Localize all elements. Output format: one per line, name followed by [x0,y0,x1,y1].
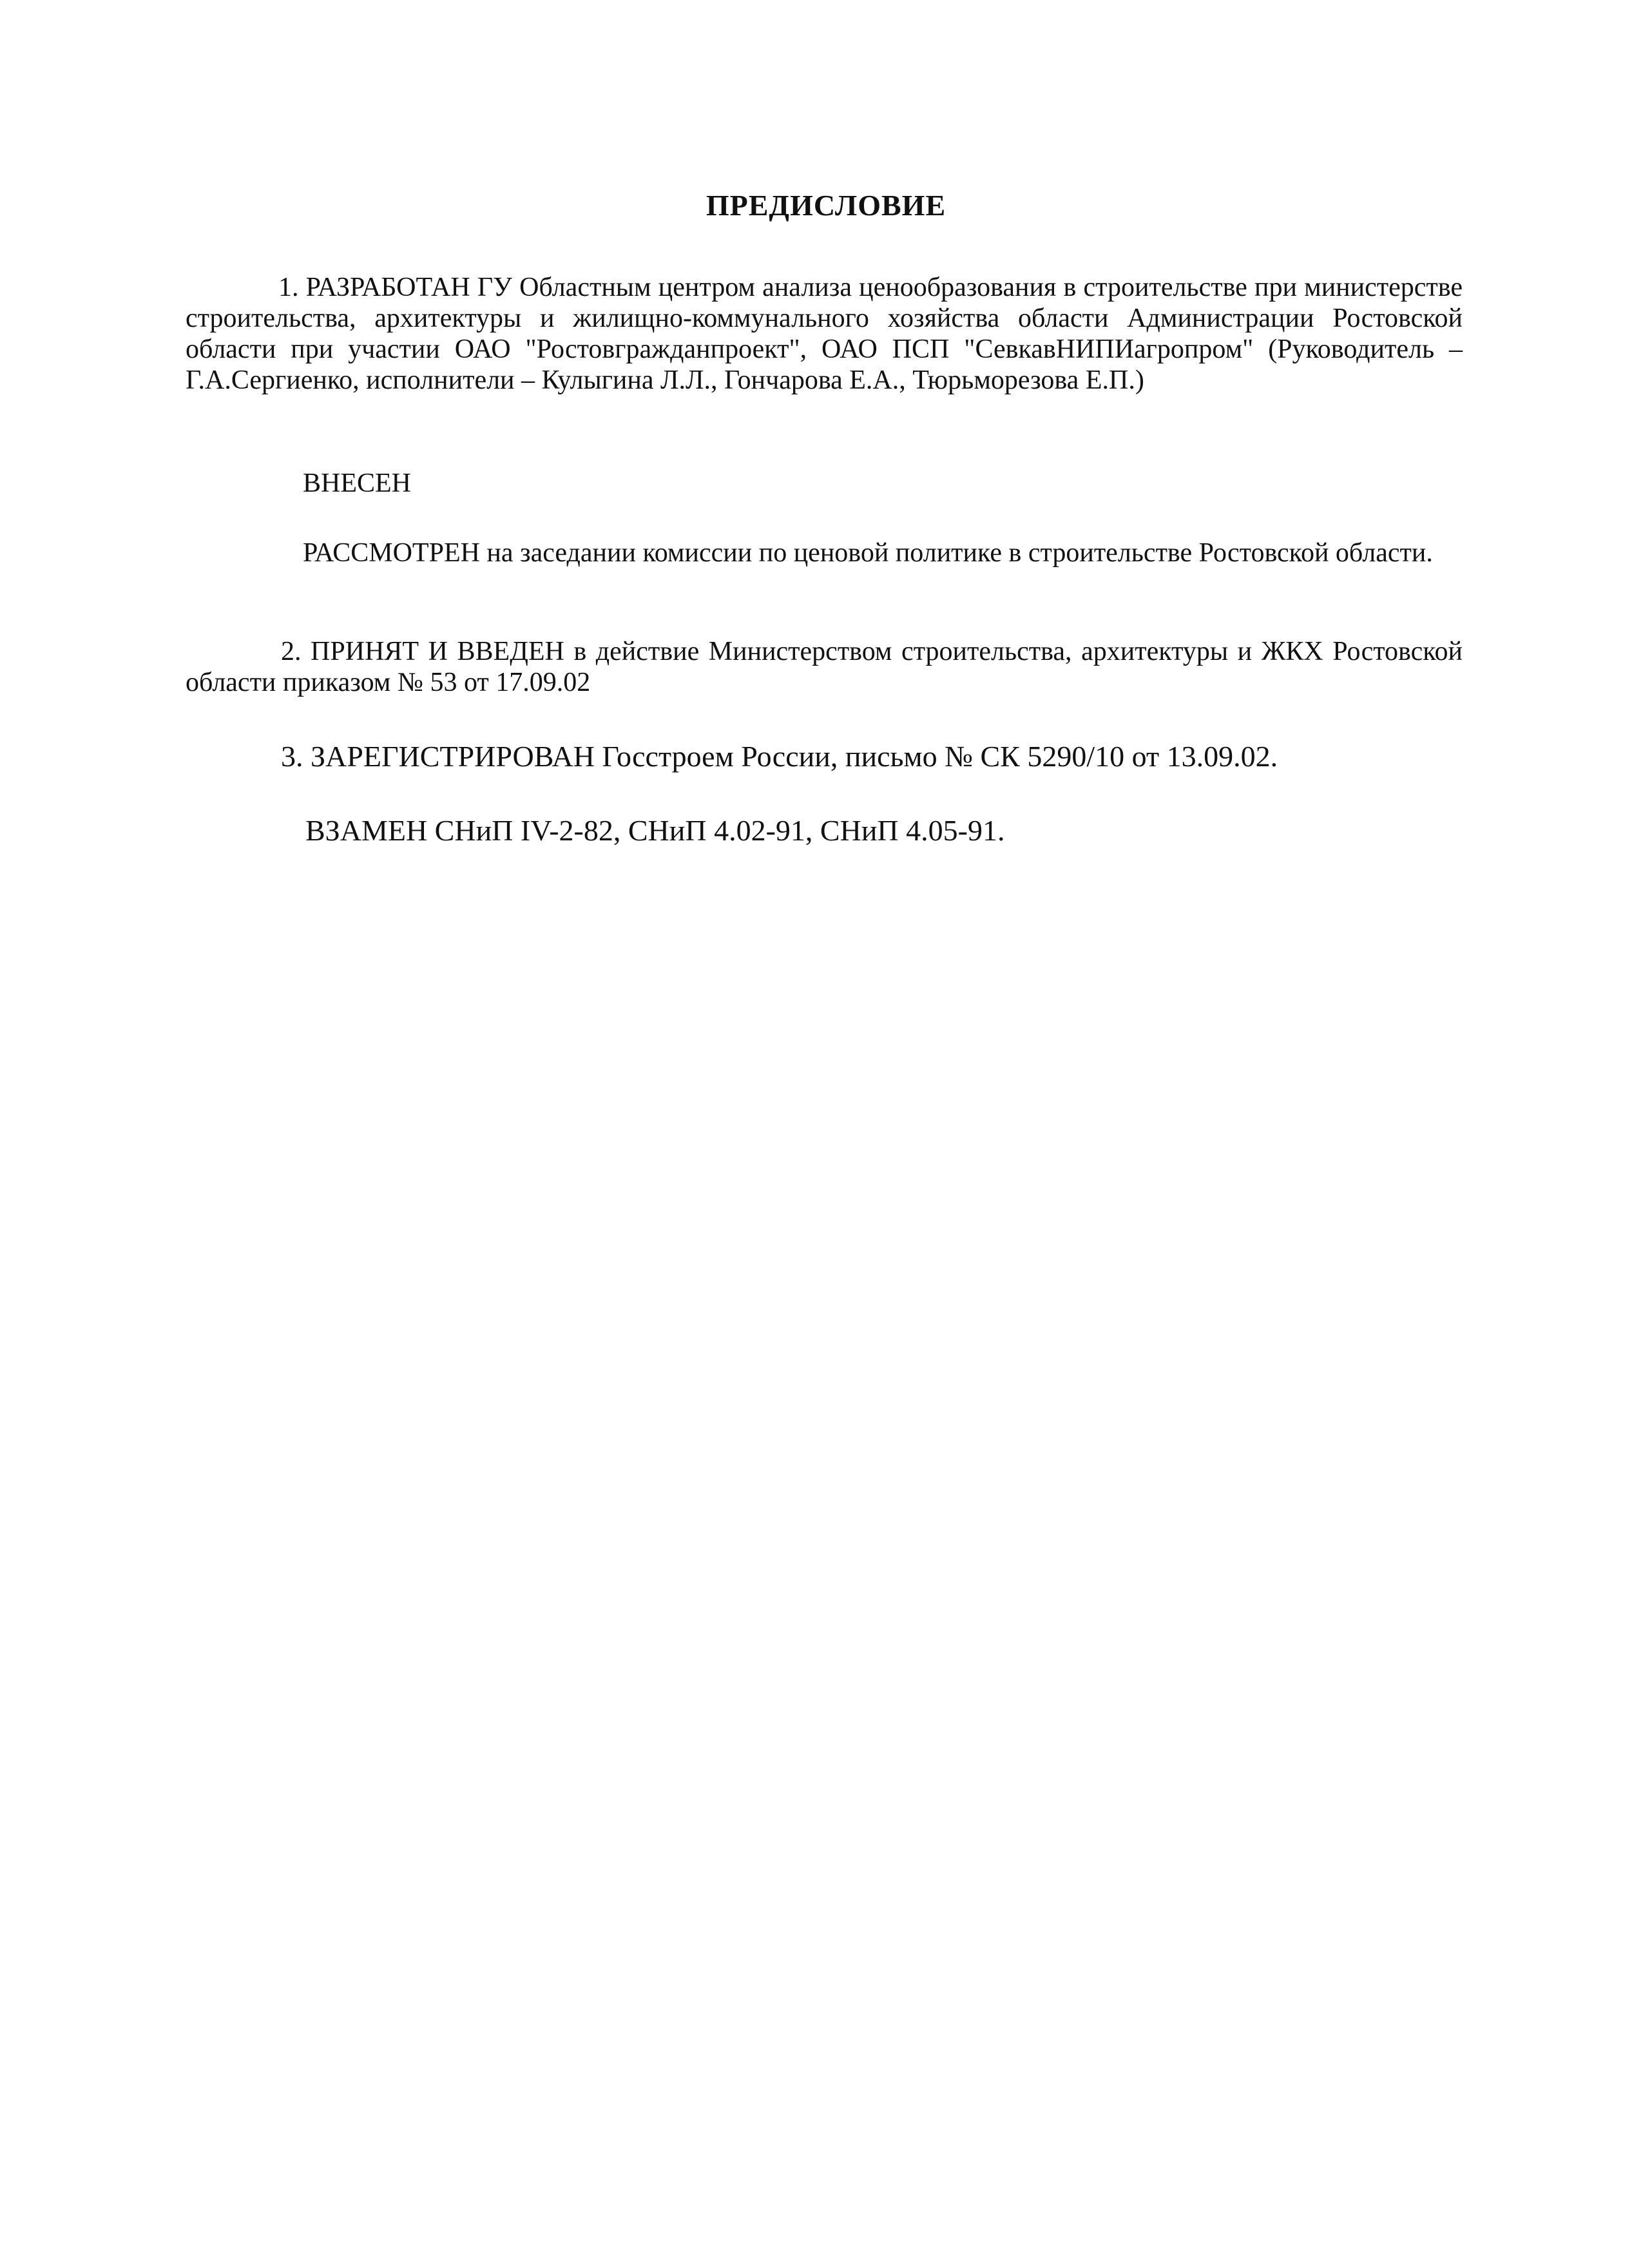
paragraph-developed-text: 1. РАЗРАБОТАН ГУ Областным центром анализа ценообразования в строительстве при министерстве строительства, архитектуры и жилищно-коммунального хозяйства области Администрации Ростовской области при участии ОАО "Ростовгражданпроект", ОАО ПСП "СевкавНИПИагропром" (Руководитель – Г.А.Сергиенко, исполнители – Кулыгина Л.Л., Гончарова Е.А., Тюрьморезова Е.П.) [186,273,1463,395]
paragraph-replaces: ВЗАМЕН СНиП IV-2-82, СНиП 4.02-91, СНиП 4.05-91. [305,814,1005,847]
paragraph-adopted [186,636,1463,698]
paragraph-developed [186,272,1463,396]
paragraph-introduced: ВНЕСЕН [303,469,411,498]
paragraph-reviewed [186,537,1463,568]
page-title: ПРЕДИСЛОВИЕ [706,189,946,222]
paragraph-reviewed-text: РАССМОТРЕН на заседании комиссии по ценовой политике в строительстве Ростовской области. [303,538,1433,568]
paragraph-adopted-text: 2. ПРИНЯТ И ВВЕДЕН в действие Министерством строительства, архитектуры и ЖКХ Ростовской области приказом № 53 от 17.09.02 [186,637,1463,697]
paragraph-registered: 3. ЗАРЕГИСТРИРОВАН Госстроем России, письмо № СК 5290/10 от 13.09.02. [281,740,1278,773]
